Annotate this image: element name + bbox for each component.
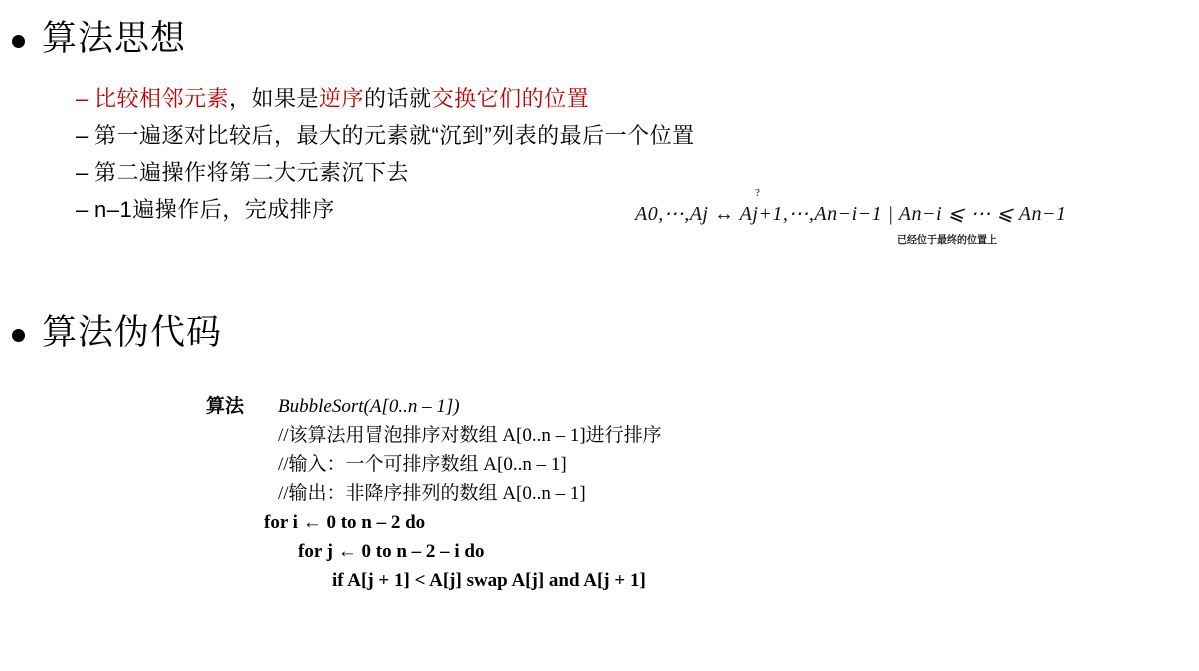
list-item (76, 158, 695, 188)
section-title-text: 算法伪代码 (42, 313, 223, 352)
formula-annotation: 已经位于最终的位置上 (897, 234, 997, 247)
list-item-label: 第二遍操作将第二大元素沉下去 (94, 160, 410, 185)
list-dash-icon: – (76, 86, 89, 111)
list-item (76, 195, 695, 225)
text-run: 的话就 (364, 86, 432, 111)
formula-expression: A0,⋯,Aj ↔ Aj+1,⋯,An−i−1 | An−i ⩽ ⋯ ⩽ An−1 (635, 203, 1067, 225)
list-item (76, 84, 695, 114)
text-run: 比较相邻元素 (94, 86, 230, 111)
list-item-label (94, 84, 589, 114)
pseudocode-line: //该算法用冒泡排序对数组 A[0..n – 1]进行排序 (278, 425, 662, 446)
bullet-dot-icon (12, 329, 25, 342)
list-item (76, 121, 695, 151)
text-run: 逆序 (319, 86, 365, 111)
list-dash-icon: – (76, 197, 89, 222)
pseudocode-label: 算法 (206, 396, 245, 417)
list-item-label: 第一遍逐对比较后，最大的元素就“沉到”列表的最后一个位置 (94, 123, 695, 148)
pseudocode-signature-line (206, 392, 662, 421)
pseudocode-line: for i ← 0 to n – 2 do (264, 512, 426, 533)
formula-figure (635, 187, 1067, 263)
pseudocode-line: //输出：非降序排列的数组 A[0..n – 1] (278, 483, 586, 504)
idea-list (76, 84, 695, 232)
pseudocode-line: for j ← 0 to n – 2 – i do (298, 541, 485, 562)
pseudocode-line: if A[j + 1] < A[j] swap A[j] and A[j + 1] (332, 570, 646, 591)
pseudocode-line: //输入：一个可排序数组 A[0..n – 1] (278, 454, 567, 475)
text-run: 交换它们的位置 (431, 86, 590, 111)
list-dash-icon: – (76, 123, 89, 148)
list-dash-icon: – (76, 160, 89, 185)
bullet-dot-icon (12, 35, 25, 48)
pseudocode-signature: BubbleSort(A[0..n – 1]) (278, 396, 460, 417)
section-heading-pseudocode (12, 310, 222, 356)
list-item-label: n–1遍操作后，完成排序 (94, 197, 335, 222)
formula-question-mark: ? (755, 187, 760, 199)
section-heading-algorithm-idea (12, 16, 186, 62)
section-title-text: 算法思想 (42, 19, 187, 58)
text-run: ，如果是 (229, 86, 320, 111)
pseudocode-block (206, 392, 662, 595)
